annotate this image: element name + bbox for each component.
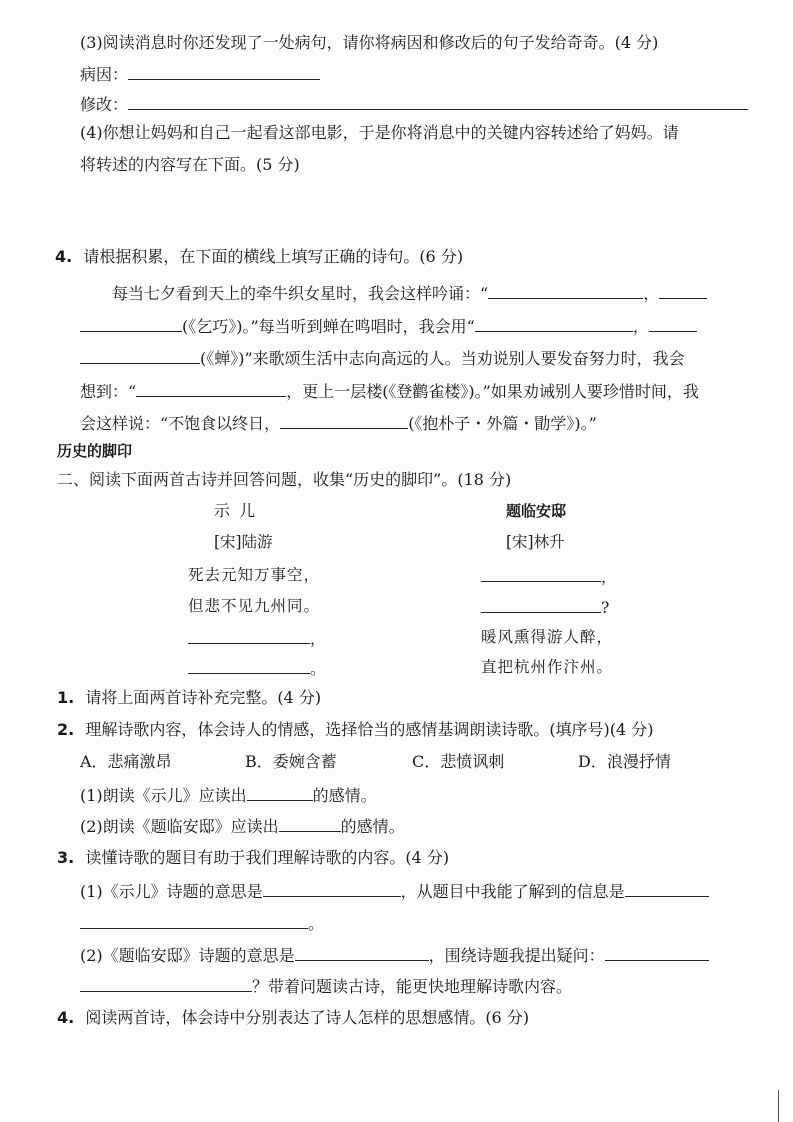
section-heading: 历史的脚印 (57, 442, 133, 460)
answer-blank[interactable] (80, 975, 252, 992)
poem-punct: 。 (310, 660, 326, 678)
fill-text: ， (643, 284, 660, 303)
fill-line-3 (80, 347, 685, 369)
question-number: 4. (57, 1008, 75, 1027)
poem1-author: [宋]陆游 (214, 533, 273, 551)
sub-text: ？带着问题读古诗，能更快地理解诗歌内容。 (252, 977, 573, 996)
poem1-line1: 死去元知万事空， (188, 566, 321, 584)
poem1-title: 示 儿 (214, 501, 258, 520)
fill-blank[interactable] (649, 315, 697, 332)
answer-blank[interactable] (279, 815, 341, 832)
fill-line-1 (112, 282, 707, 304)
poem-blank[interactable] (188, 627, 310, 644)
fill-blank[interactable] (80, 315, 182, 332)
fill-text: (《蝉》)”来歌颂生活中志向高远的人。当劝说别人要发奋努力时，我会 (200, 349, 685, 368)
q3-sub1 (80, 880, 709, 902)
poem1-line4 (188, 657, 326, 679)
q3-sub2-cont (80, 975, 572, 997)
answer-blank[interactable] (80, 912, 308, 929)
question-3 (57, 848, 449, 868)
scan-edge-mark (778, 1090, 779, 1122)
fix-label: 修改： (80, 95, 129, 114)
section-intro: 二、阅读下面两首古诗并回答问题，收集“历史的脚印”。(18 分) (57, 470, 512, 489)
question-4 (57, 1008, 529, 1028)
fix-row (80, 93, 748, 115)
fix-blank[interactable] (128, 93, 748, 110)
question-1 (57, 688, 321, 708)
cause-blank[interactable] (128, 63, 320, 80)
answer-blank[interactable] (263, 880, 401, 897)
question-text: 读懂诗歌的题目有助于我们理解诗歌的内容。(4 分) (85, 848, 450, 867)
fill-text: 想到：“ (80, 382, 137, 401)
q4-subquestion-line2: 将转述的内容写在下面。(5 分) (80, 155, 300, 174)
answer-blank[interactable] (625, 880, 709, 897)
poetry-fill-question (55, 247, 463, 267)
sub-text: (1)朗读《示儿》应读出 (80, 786, 247, 805)
question-text: 理解诗歌内容，体会诗人的情感，选择恰当的感情基调朗读诗歌。(填序号)(4 分) (85, 720, 654, 739)
question-number: 1. (57, 688, 75, 707)
sub-text: 。 (308, 914, 325, 933)
option-b: B．委婉含蓄 (245, 752, 337, 771)
question-text: 请将上面两首诗补充完整。(4 分) (85, 688, 322, 707)
sub-text: (2)朗读《题临安邸》应读出 (80, 817, 279, 836)
question-2 (57, 720, 654, 740)
fill-blank[interactable] (80, 347, 200, 364)
answer-blank[interactable] (295, 944, 429, 961)
fill-text: 每当七夕看到天上的牵牛织女星时，我会这样吟诵：“ (112, 284, 489, 303)
poem-punct: ， (310, 630, 326, 648)
poem-punct: ? (601, 599, 610, 617)
sub-text: (1)《示儿》诗题的意思是 (80, 882, 263, 901)
fill-blank[interactable] (659, 282, 707, 299)
option-a: A．悲痛激昂 (80, 752, 172, 771)
fill-text: (《乞巧》)。”每当听到蝉在鸣唱时，我会用“ (182, 317, 475, 336)
poem2-line2 (481, 596, 609, 618)
poem1-line3 (188, 627, 326, 649)
cause-label: 病因： (80, 65, 129, 84)
q3-sub2 (80, 944, 709, 966)
fill-blank[interactable] (280, 412, 408, 429)
question-prompt: 请根据积累，在下面的横线上填写正确的诗句。(6 分) (83, 247, 464, 266)
poem1-line2: 但悲不见九州同。 (188, 597, 321, 615)
sub-text: (2)《题临安邸》诗题的意思是 (80, 946, 295, 965)
poem2-title: 题临安邸 (506, 502, 567, 520)
sub-text: ，围绕诗题我提出疑问： (428, 946, 605, 965)
fill-text: 会这样说：“不饱食以终日， (80, 414, 281, 433)
q2-sub1 (80, 784, 377, 806)
cause-row (80, 63, 320, 85)
poem2-line1 (481, 565, 617, 587)
fill-line-4 (80, 380, 699, 402)
fill-line-2 (80, 315, 697, 337)
answer-blank[interactable] (247, 784, 313, 801)
q4-subquestion-line1: (4)你想让妈妈和自己一起看这部电影，于是你将消息中的关键内容转述给了妈妈。请 (80, 123, 679, 142)
poem2-author: [宋]林升 (506, 533, 565, 551)
question-number: 3. (57, 848, 75, 867)
poem-blank[interactable] (481, 565, 601, 582)
answer-blank[interactable] (605, 944, 709, 961)
poem2-line4: 直把杭州作汴州。 (481, 658, 614, 676)
question-number: 4. (55, 247, 73, 266)
sub-text: ，从题目中我能了解到的信息是 (400, 882, 625, 901)
option-d: D．浪漫抒情 (578, 752, 671, 771)
fill-text: ，更上一层楼(《登鹳雀楼》)。”如果劝诫别人要珍惜时间，我 (286, 382, 699, 401)
q3-sub1-cont (80, 912, 324, 934)
fill-line-5 (80, 412, 597, 434)
poem2-line3: 暖风熏得游人醉， (481, 628, 614, 646)
sub-text: 的感情。 (340, 817, 405, 836)
poem-blank[interactable] (188, 657, 310, 674)
fill-text: (《抱朴子・外篇・勖学》)。” (408, 414, 597, 433)
poem-blank[interactable] (481, 596, 601, 613)
fill-blank[interactable] (475, 315, 633, 332)
fill-blank[interactable] (488, 282, 643, 299)
question-text: 阅读两首诗，体会诗中分别表达了诗人怎样的思想感情。(6 分) (85, 1008, 530, 1027)
q2-sub2 (80, 815, 405, 837)
option-c: C．悲愤讽刺 (412, 752, 505, 771)
q3-subquestion: (3)阅读消息时你还发现了一处病句，请你将病因和修改后的句子发给奇奇。(4 分) (80, 33, 659, 52)
fill-blank[interactable] (136, 380, 286, 397)
poem-punct: ， (601, 568, 617, 586)
question-number: 2. (57, 720, 75, 739)
fill-text: ， (632, 317, 649, 336)
sub-text: 的感情。 (312, 786, 377, 805)
